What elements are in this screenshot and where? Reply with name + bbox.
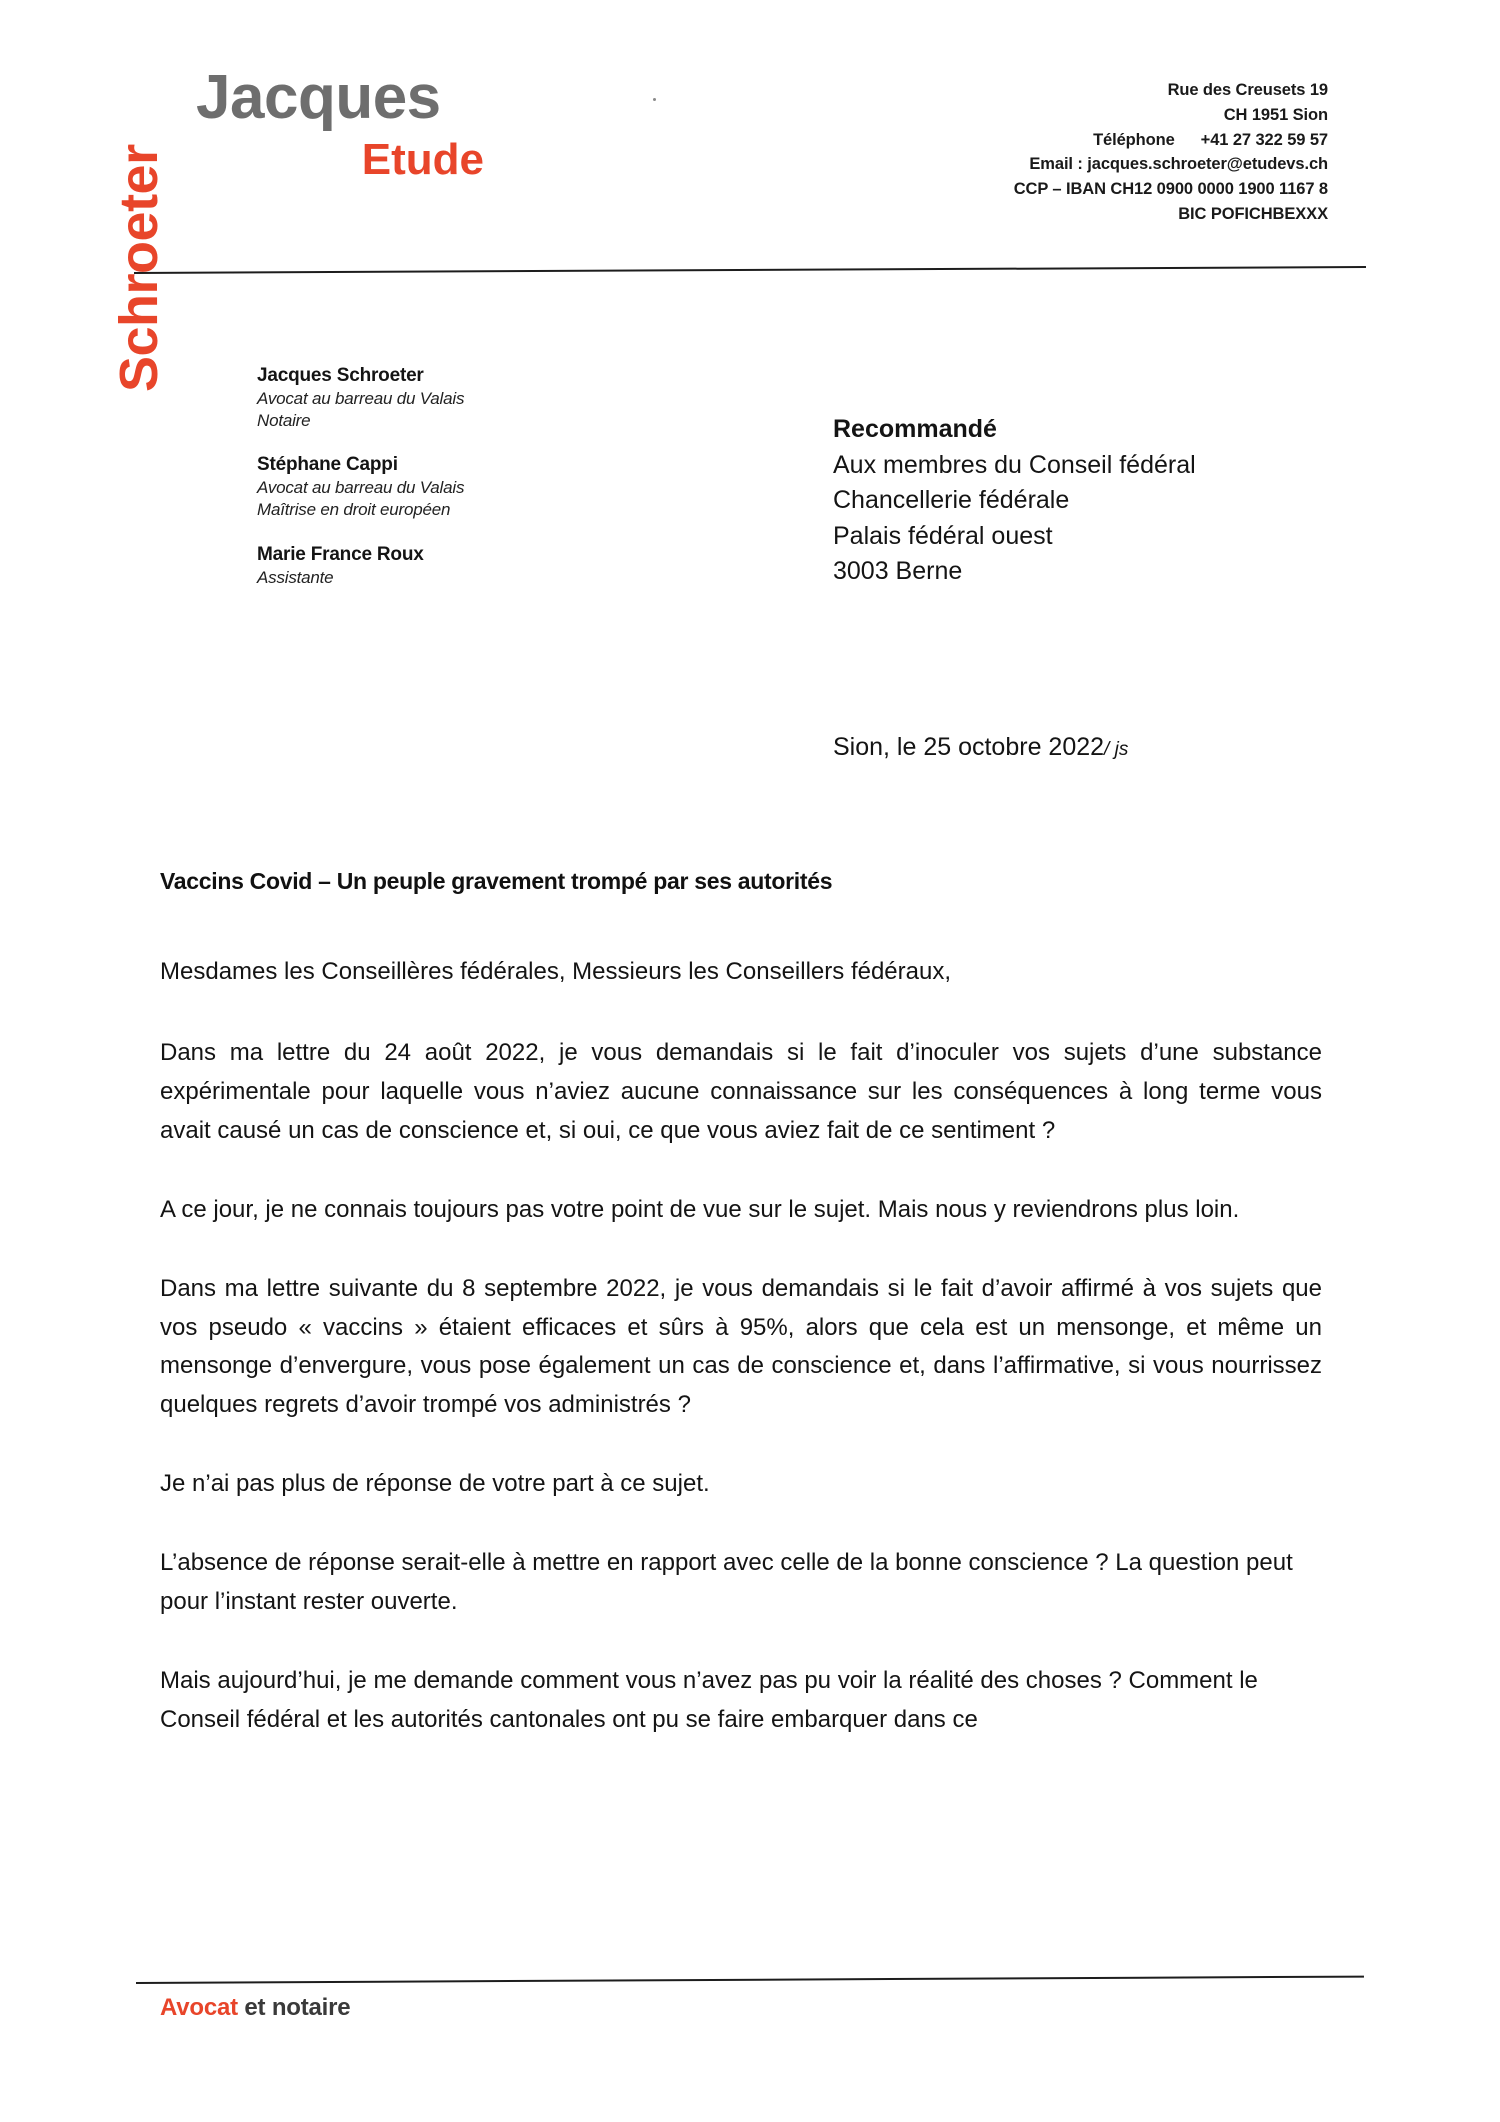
header-divider: [134, 266, 1366, 274]
letter-body: [160, 868, 1322, 1740]
person-role-line: Avocat au barreau du Valais: [257, 478, 465, 498]
footer-accent-word: Avocat: [160, 1994, 238, 2021]
vertical-firm-name: Schroeter: [109, 144, 169, 392]
contact-phone-row: [1014, 128, 1328, 153]
paragraph: L’absence de réponse serait-elle à mettre en rapport avec celle de la bonne conscience ? La question peut pour l’instant rester ouverte.: [160, 1549, 1293, 1615]
contact-city: CH 1951 Sion: [1223, 105, 1328, 124]
logo-first-name: Jacques: [196, 63, 441, 132]
contact-details: [1014, 78, 1328, 227]
place-and-date: Sion, le 25 octobre 2022: [833, 733, 1105, 761]
contact-email: Email : jacques.schroeter@etudevs.ch: [1029, 155, 1328, 174]
dateline: [833, 733, 1128, 762]
letterhead: [0, 0, 1500, 260]
person-name: Marie France Roux: [257, 543, 424, 565]
recipient-line-3: Palais fédéral ouest: [833, 521, 1053, 550]
footer-tagline: [160, 1994, 350, 2022]
contact-street: Rue des Creusets 19: [1167, 81, 1328, 99]
contact-iban: CCP – IBAN CH12 0900 0000 1900 1167 8: [1013, 180, 1328, 198]
recipient-line-1: Aux membres du Conseil fédéral: [833, 450, 1196, 479]
list-item: [257, 363, 567, 432]
paragraph: Dans ma lettre suivante du 8 septembre 2022, je vous demandais si le fait d’avoir affirmé à vos sujets que vos pseudo « vaccins » étaient efficaces et sûrs à 95%, alors que cela est un mensonge, et même un mensonge d’envergure, vous pose également un cas de conscience et, dans l’affirmative, si vous nourrissez quelques regrets d’avoir trompé vos administrés ?: [160, 1274, 1322, 1419]
logo-wordmark: [196, 63, 496, 185]
recipient-line-2: Chancellerie fédérale: [833, 486, 1070, 514]
paragraph: A ce jour, je ne connais toujours pas votre point de vue sur le sujet. Mais nous y reviendrons plus loin.: [160, 1195, 1240, 1223]
person-role-line: Assistante: [257, 567, 334, 587]
person-name: Jacques Schroeter: [257, 365, 424, 386]
list-item: [257, 452, 567, 521]
contact-bic: BIC POFICHBEXXX: [1178, 204, 1328, 223]
scan-speck: [653, 98, 656, 101]
person-role-line: Maîtrise en droit européen: [257, 500, 451, 520]
footer-divider: [136, 1976, 1364, 1984]
person-name: Stéphane Cappi: [257, 454, 398, 476]
paragraph: Mais aujourd’hui, je me demande comment vous n’avez pas pu voir la réalité des choses ? Comment le Conseil fédéral et les autorités cantonales ont pu se faire embarquer dans ce: [160, 1666, 1258, 1733]
firm-members-list: [257, 363, 567, 589]
person-role-line: Notaire: [257, 411, 311, 431]
delivery-mode: Recommandé: [833, 415, 997, 443]
recipient-address-block: [833, 412, 1196, 590]
paragraph: Dans ma lettre du 24 août 2022, je vous demandais si le fait d’inoculer vos sujets d’une substance expérimentale pour laquelle vous n’aviez aucune connaissance sur les conséquences à long terme vous avait causé un cas de conscience et, si oui, ce que vous aviez fait de ce sentiment ?: [160, 1039, 1322, 1144]
list-item: [257, 542, 567, 589]
footer-rest-text: et notaire: [237, 1994, 351, 2021]
person-role-line: Avocat au barreau du Valais: [257, 389, 465, 409]
paragraph: Je n’ai pas plus de réponse de votre part à ce sujet.: [160, 1470, 710, 1498]
logo-etude-label: Etude: [361, 135, 484, 185]
contact-phone-label: Téléphone: [1093, 130, 1175, 149]
reference-initials: / js: [1104, 739, 1129, 760]
contact-phone-value: +41 27 322 59 57: [1200, 130, 1328, 149]
subject-line: Vaccins Covid – Un peuple gravement trompé par ses autorités: [160, 868, 833, 894]
salutation: Mesdames les Conseillères fédérales, Messieurs les Conseillers fédéraux,: [160, 958, 952, 985]
recipient-line-4: 3003 Berne: [833, 557, 963, 585]
